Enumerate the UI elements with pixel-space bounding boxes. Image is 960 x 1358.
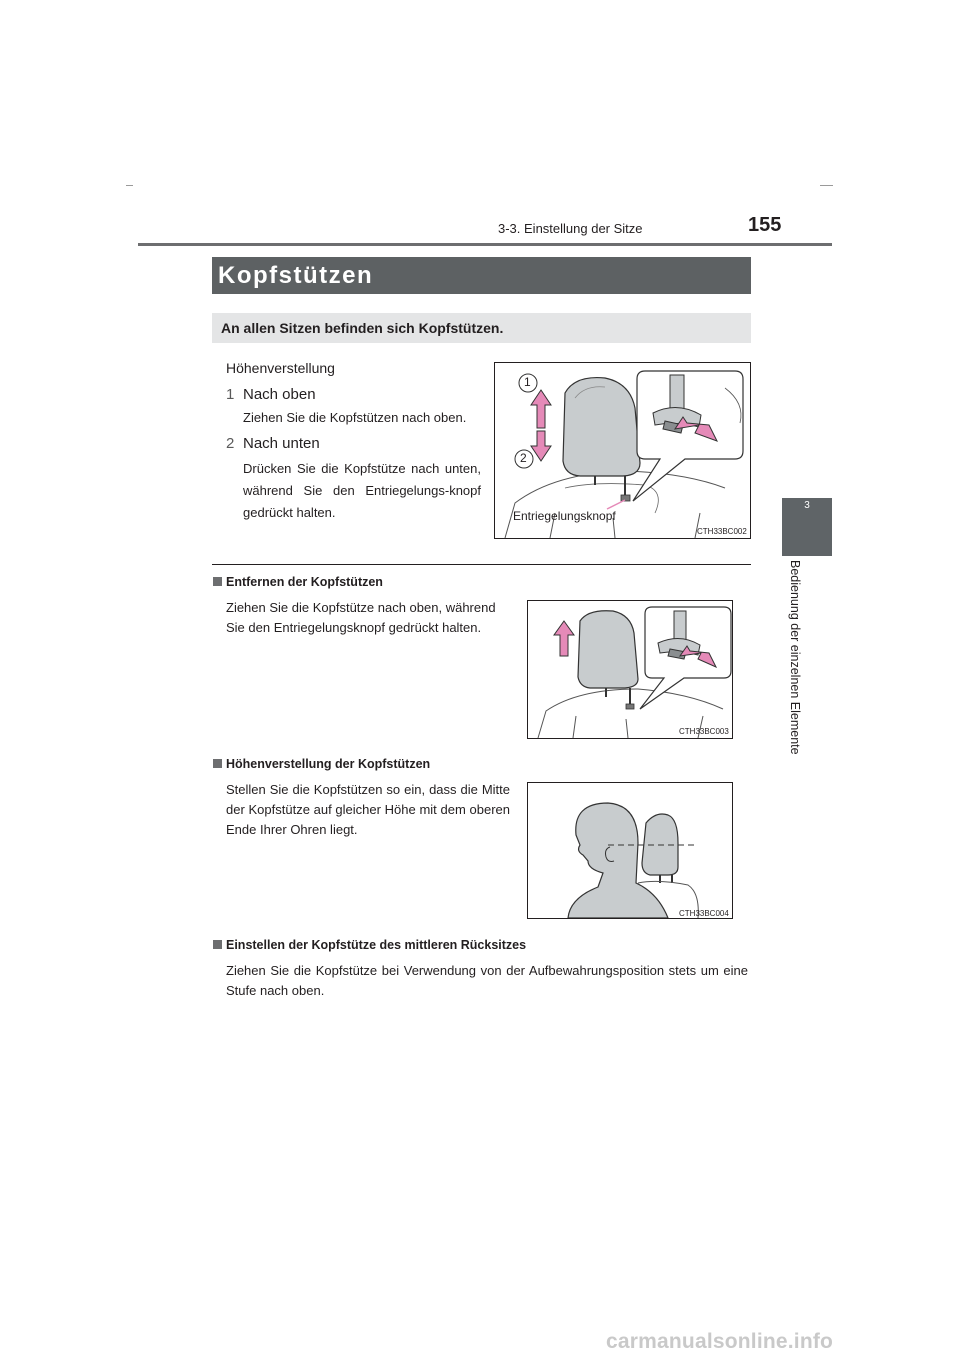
figure-code: CTH33BC002 (697, 527, 747, 536)
section-heading-height (213, 757, 430, 771)
figure-headrest-height (527, 782, 733, 919)
figure-label-2: 2 (520, 451, 527, 465)
page-title: Kopfstützen (212, 257, 751, 294)
crop-mark-left (126, 185, 133, 186)
figure-label-1: 1 (524, 375, 531, 389)
section-heading-height-text: Höhenverstellung der Kopfstützen (226, 757, 431, 771)
bullet-square-icon (213, 759, 222, 768)
chapter-label-text: Bedienung der einzelnen Elemente (788, 560, 802, 755)
section-heading-center-rear (213, 938, 526, 952)
page-number: 155 (748, 214, 782, 236)
chapter-tab[interactable]: 3 (782, 498, 832, 556)
item-number-2: 2 (226, 435, 235, 452)
item-title-up: Nach oben (243, 386, 316, 403)
section-heading-center-rear-text: Einstellen der Kopfstütze des mittleren Rücksitzes (226, 938, 527, 952)
section-divider (212, 564, 751, 565)
height-adjust-heading: Höhenverstellung (226, 360, 335, 376)
header-section-title: 3-3. Einstellung der Sitze (498, 221, 643, 236)
item-text-up: Ziehen Sie die Kopfstützen nach oben. (243, 410, 467, 425)
section-text-height: Stellen Sie die Kopfstützen so ein, dass die Mitte der Kopfstütze auf gleicher Höhe mit dem oberen Ende Ihrer Ohren liegt. (226, 782, 510, 837)
section-text-remove: Ziehen Sie die Kopfstütze nach oben, während Sie den Entriegelungsknopf gedrückt halten. (226, 600, 496, 635)
section-heading-remove-text: Entfernen der Kopfstützen (226, 575, 383, 589)
crop-mark-right (820, 185, 833, 186)
item-title-down: Nach unten (243, 435, 320, 452)
item-number-1: 1 (226, 386, 235, 403)
section-text-center-rear: Ziehen Sie die Kopfstütze bei Verwendung von der Aufbewahrungsposition stets um eine Stufe nach oben. (226, 963, 748, 998)
bullet-square-icon (213, 940, 222, 949)
header-rule (138, 243, 832, 246)
release-button-label: Entriegelungsknopf (513, 509, 616, 523)
intro-box: An allen Sitzen befinden sich Kopfstützen. (212, 313, 751, 343)
chapter-label (788, 560, 814, 770)
watermark: carmanualsonline.info (606, 1330, 834, 1353)
item-text-down: Drücken Sie die Kopfstütze nach unten, während Sie den Entriegelungs-knopf gedrückt halten. (243, 461, 481, 520)
figure-headrest-remove (527, 600, 733, 739)
figure-headrest-adjust (494, 362, 751, 539)
figure-headrest-remove-drawing (528, 601, 733, 739)
section-heading-remove (213, 575, 383, 589)
bullet-square-icon (213, 577, 222, 586)
figure-code: CTH33BC004 (679, 909, 729, 918)
figure-code: CTH33BC003 (679, 727, 729, 736)
figure-headrest-height-drawing (528, 783, 733, 919)
